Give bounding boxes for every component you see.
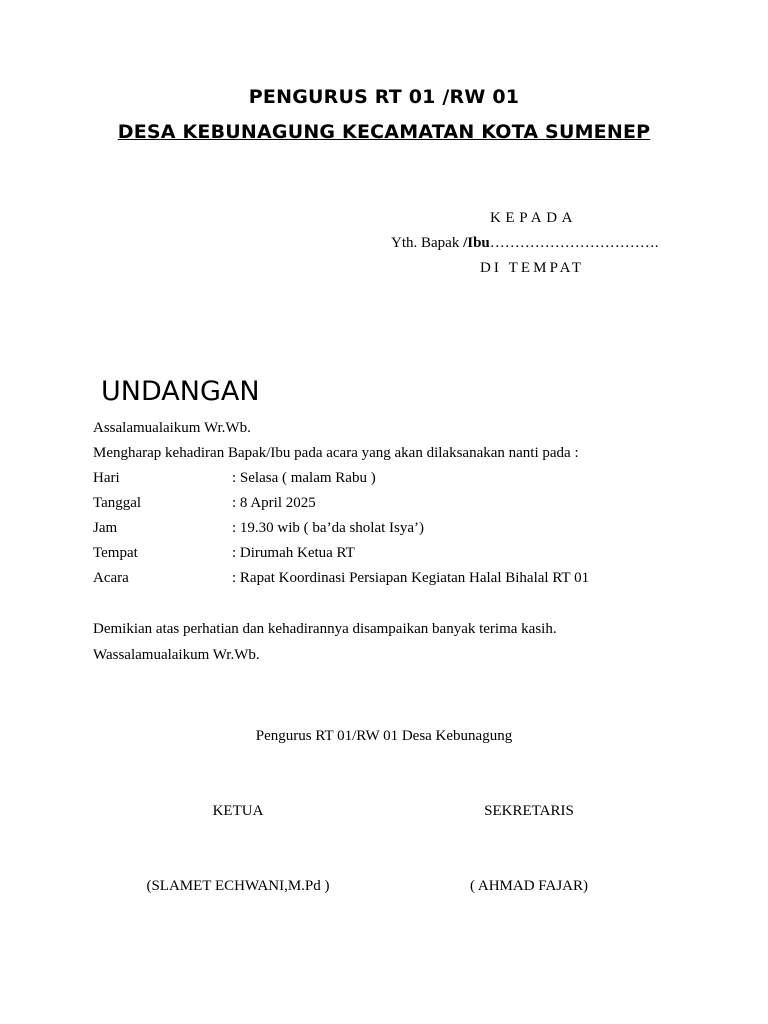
signature-role-sekretaris: SEKRETARIS <box>484 803 574 819</box>
detail-value: : Selasa ( malam Rabu ) <box>232 470 376 486</box>
recipient-yth-prefix: Yth. Bapak <box>391 235 464 251</box>
recipient-addressee <box>391 235 659 252</box>
recipient-kepada: KEPADA <box>490 210 578 226</box>
letterhead-line-2: DESA KEBUNAGUNG KECAMATAN KOTA SUMENEP <box>117 121 651 143</box>
farewell-text: Wassalamualaikum Wr.Wb. <box>93 647 260 663</box>
signature-name-ketua: (SLAMET ECHWANI,M.Pd ) <box>146 878 330 894</box>
detail-label: Tempat <box>93 545 138 561</box>
detail-value: : Dirumah Ketua RT <box>232 545 355 561</box>
signature-name-sekretaris: ( AHMAD FAJAR) <box>469 878 589 894</box>
detail-value: : 8 April 2025 <box>232 495 316 511</box>
recipient-ditempat: DI TEMPAT <box>480 260 585 276</box>
signature-role-ketua: KETUA <box>212 803 264 819</box>
recipient-yth-bold: /Ibu <box>463 235 490 251</box>
signature-organization: Pengurus RT 01/RW 01 Desa Kebunagung <box>255 728 513 744</box>
greeting: Assalamualaikum Wr.Wb. <box>93 420 251 436</box>
intro-text: Mengharap kehadiran Bapak/Ibu pada acara yang akan dilaksanakan nanti pada : <box>93 445 579 461</box>
letterhead-line-1: PENGURUS RT 01 /RW 01 <box>248 86 520 108</box>
detail-label: Tanggal <box>93 495 142 511</box>
detail-label: Hari <box>93 470 120 486</box>
detail-label: Jam <box>93 520 118 536</box>
closing-text: Demikian atas perhatian dan kehadirannya disampaikan banyak terima kasih. <box>93 621 557 637</box>
detail-value: : Rapat Koordinasi Persiapan Kegiatan Halal Bihalal RT 01 <box>232 570 590 586</box>
document-title: UNDANGAN <box>101 376 260 407</box>
detail-label: Acara <box>93 570 129 586</box>
detail-value: : 19.30 wib ( ba’da sholat Isya’) <box>232 520 425 536</box>
recipient-yth-dots: ……………………………. <box>489 235 659 251</box>
